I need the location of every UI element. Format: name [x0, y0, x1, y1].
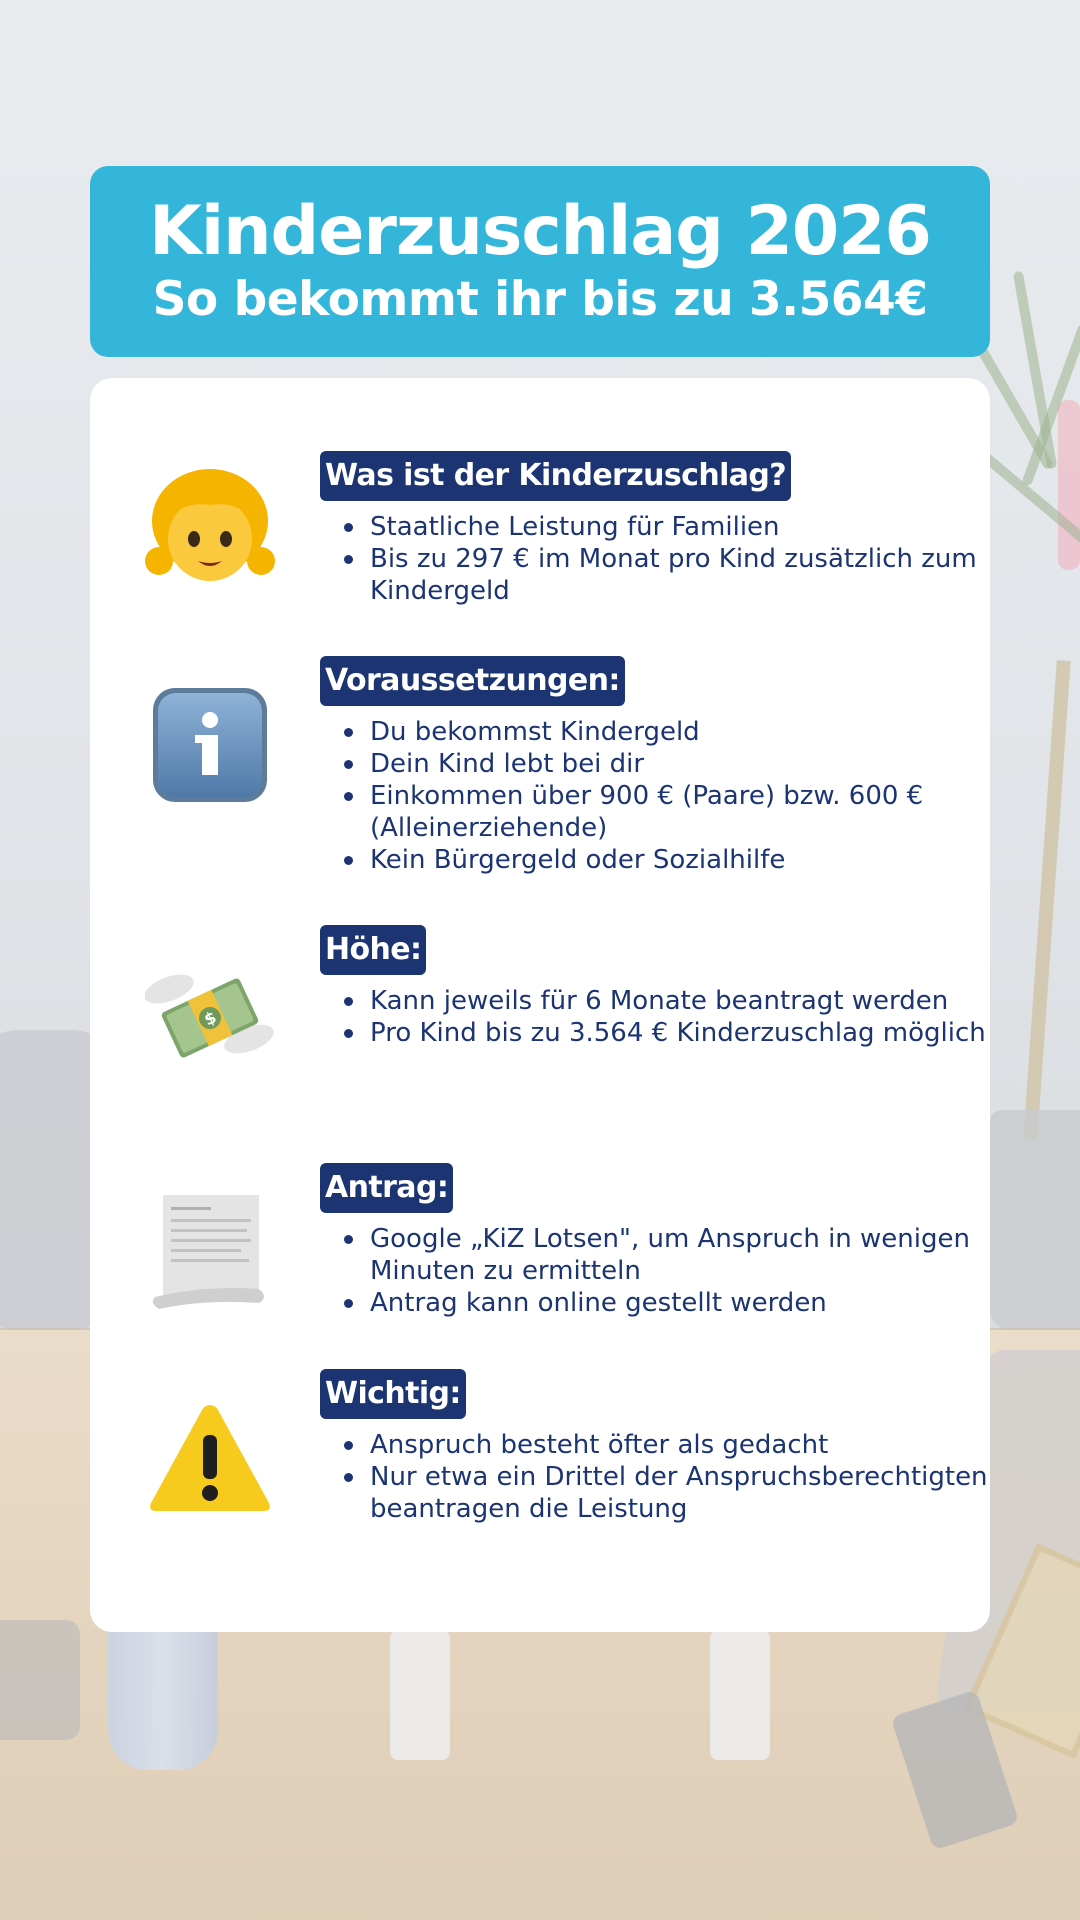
section-heading: Höhe: [320, 925, 426, 975]
section-heading: Wichtig: [320, 1369, 466, 1419]
section-heading: Voraussetzungen: [320, 656, 625, 706]
bullet-list [340, 1223, 990, 1319]
background-monitor-stand [390, 1630, 450, 1760]
info-card [90, 378, 990, 1632]
svg-text:$: $ [201, 1007, 220, 1030]
list-item: Anspruch besteht öfter als gedacht [370, 1429, 990, 1461]
list-item: Google „KiZ Lotsen", um Anspruch in wenigen Minuten zu ermitteln [370, 1223, 990, 1287]
list-item: Kann jeweils für 6 Monate beantragt werden [370, 985, 990, 1017]
bullet-list [340, 1429, 990, 1525]
list-item: Dein Kind lebt bei dir [370, 748, 990, 780]
bullet-list [340, 985, 990, 1049]
title-banner [90, 166, 990, 357]
background-plant-pot [990, 1110, 1080, 1330]
list-item: Kein Bürgergeld oder Sozialhilfe [370, 844, 990, 876]
list-item: Du bekommst Kindergeld [370, 716, 990, 748]
list-item: Nur etwa ein Drittel der Anspruchsberechtigten beantragen die Leistung [370, 1461, 990, 1525]
page-subtitle: So bekommt ihr bis zu 3.564€ [152, 272, 928, 327]
section-heading: Antrag: [320, 1163, 453, 1213]
page-title: Kinderzuschlag 2026 [149, 192, 931, 271]
money-with-wings-icon [145, 953, 275, 1083]
list-item: Bis zu 297 € im Monat pro Kind zusätzlich zum Kindergeld [370, 543, 990, 607]
list-item: Einkommen über 900 € (Paare) bzw. 600 € (Alleinerziehende) [370, 780, 990, 844]
bullet-list [340, 511, 990, 607]
list-item: Pro Kind bis zu 3.564 € Kinderzuschlag möglich [370, 1017, 990, 1049]
background-tray [0, 1620, 80, 1740]
list-item: Staatliche Leistung für Familien [370, 511, 990, 543]
girl-emoji-icon [145, 461, 275, 591]
bullet-list [340, 716, 990, 876]
section-heading: Was ist der Kinderzuschlag? [320, 451, 791, 501]
list-item: Antrag kann online gestellt werden [370, 1287, 990, 1319]
information-icon [145, 680, 275, 810]
background-monitor-stand [710, 1630, 770, 1760]
document-scroll-icon [145, 1185, 275, 1315]
background-pink-leaf [1058, 400, 1080, 570]
background-cup [108, 1610, 218, 1770]
warning-icon [145, 1397, 275, 1527]
